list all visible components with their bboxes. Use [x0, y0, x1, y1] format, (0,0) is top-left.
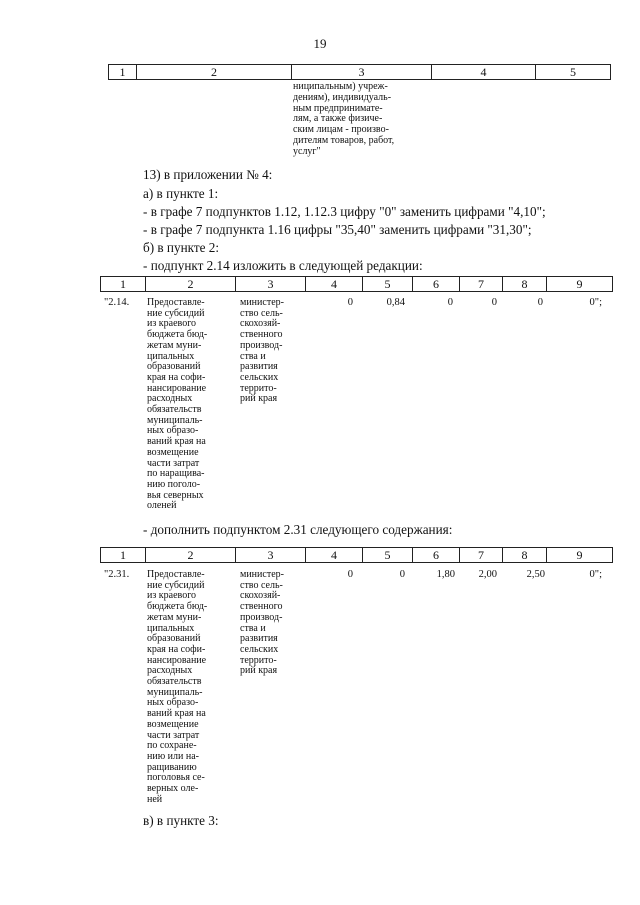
header-cell: 1	[101, 277, 146, 291]
header-cell: 7	[460, 277, 503, 291]
header-cell: 5	[363, 277, 413, 291]
header-cell: 9	[576, 548, 583, 562]
value-col-5: 0,84	[386, 297, 405, 308]
item-b: б) в пункте 2:	[143, 240, 220, 255]
top-table-header	[108, 64, 611, 80]
page-number: 19	[313, 36, 327, 51]
header-cell: 1	[109, 65, 137, 79]
table-2-14-header	[100, 276, 613, 292]
item-a: а) в пункте 1:	[143, 186, 219, 201]
header-cell: 6	[413, 548, 460, 562]
row-number: "2.31.	[104, 569, 130, 580]
header-cell: 6	[413, 277, 460, 291]
header-cell: 4	[432, 65, 536, 79]
header-cell: 3	[236, 548, 306, 562]
header-cell: 3	[236, 277, 306, 291]
header-cell: 8	[503, 277, 547, 291]
header-cell: 3	[292, 65, 432, 79]
value-col-4: 0	[347, 569, 353, 580]
item-a-line-2: - в графе 7 подпункта 1.16 цифры "35,40" заменить цифрами "31,30";	[143, 222, 532, 237]
item-b-line-2: - дополнить подпунктом 2.31 следующего содержания:	[143, 522, 453, 537]
value-col-6: 0	[447, 297, 453, 308]
header-cell: 5	[570, 65, 576, 79]
value-col-4: 0	[347, 297, 353, 308]
header-cell: 1	[101, 548, 146, 562]
header-cell: 9	[576, 277, 583, 291]
header-cell: 2	[137, 65, 292, 79]
header-cell: 2	[146, 277, 236, 291]
continuation-text: ниципальным) учреж- дениям), индивидуаль- ным предпринимате- лям, а также физиче- ским лицам - произво- дителям товаров, работ, услуг"	[293, 81, 395, 157]
row-ministry: министер- ство сель- скохозяй- ственного производ- ства и развития сельских террито- рий края	[240, 569, 284, 677]
value-col-8: 2,50	[526, 569, 545, 580]
value-col-9: 0";	[589, 297, 602, 308]
header-cell: 5	[363, 548, 413, 562]
header-cell: 4	[306, 548, 363, 562]
header-cell: 8	[503, 548, 547, 562]
row-ministry: министер- ство сель- скохозяй- ственного производ- ства и развития сельских террито- рий края	[240, 297, 284, 405]
row-description: Предоставле- ние субсидий из краевого бюджета бюд- жетам муни- ципальных образований края на софи- нансирование расходных обязательств муниципаль- ных образо- ваний края на возмещение части затрат по наращива- нию поголо- вья северных оленей	[147, 297, 208, 512]
value-col-9: 0";	[589, 569, 602, 580]
value-col-6: 1,80	[436, 569, 455, 580]
item-13: 13) в приложении № 4:	[143, 167, 273, 182]
item-a-line-1: - в графе 7 подпунктов 1.12, 1.12.3 цифру "0" заменить цифрами "4,10";	[143, 204, 546, 219]
value-col-5: 0	[399, 569, 405, 580]
header-cell: 7	[460, 548, 503, 562]
header-cell: 4	[306, 277, 363, 291]
row-number: "2.14.	[104, 297, 130, 308]
value-col-7: 2,00	[478, 569, 497, 580]
value-col-7: 0	[491, 297, 497, 308]
item-v: в) в пункте 3:	[143, 813, 219, 828]
header-cell: 2	[146, 548, 236, 562]
row-description: Предоставле- ние субсидий из краевого бюджета бюд- жетам муни- ципальных образований края на софи- нансирование расходных обязательств муниципаль- ных образо- ваний края на возмещение части затрат по сохране- нию или на- ращиванию поголовья се- верных оле- ней	[147, 569, 208, 805]
table-2-31-header	[100, 547, 613, 563]
value-col-8: 0	[537, 297, 543, 308]
item-b-line-1: - подпункт 2.14 изложить в следующей редакции:	[143, 258, 423, 273]
